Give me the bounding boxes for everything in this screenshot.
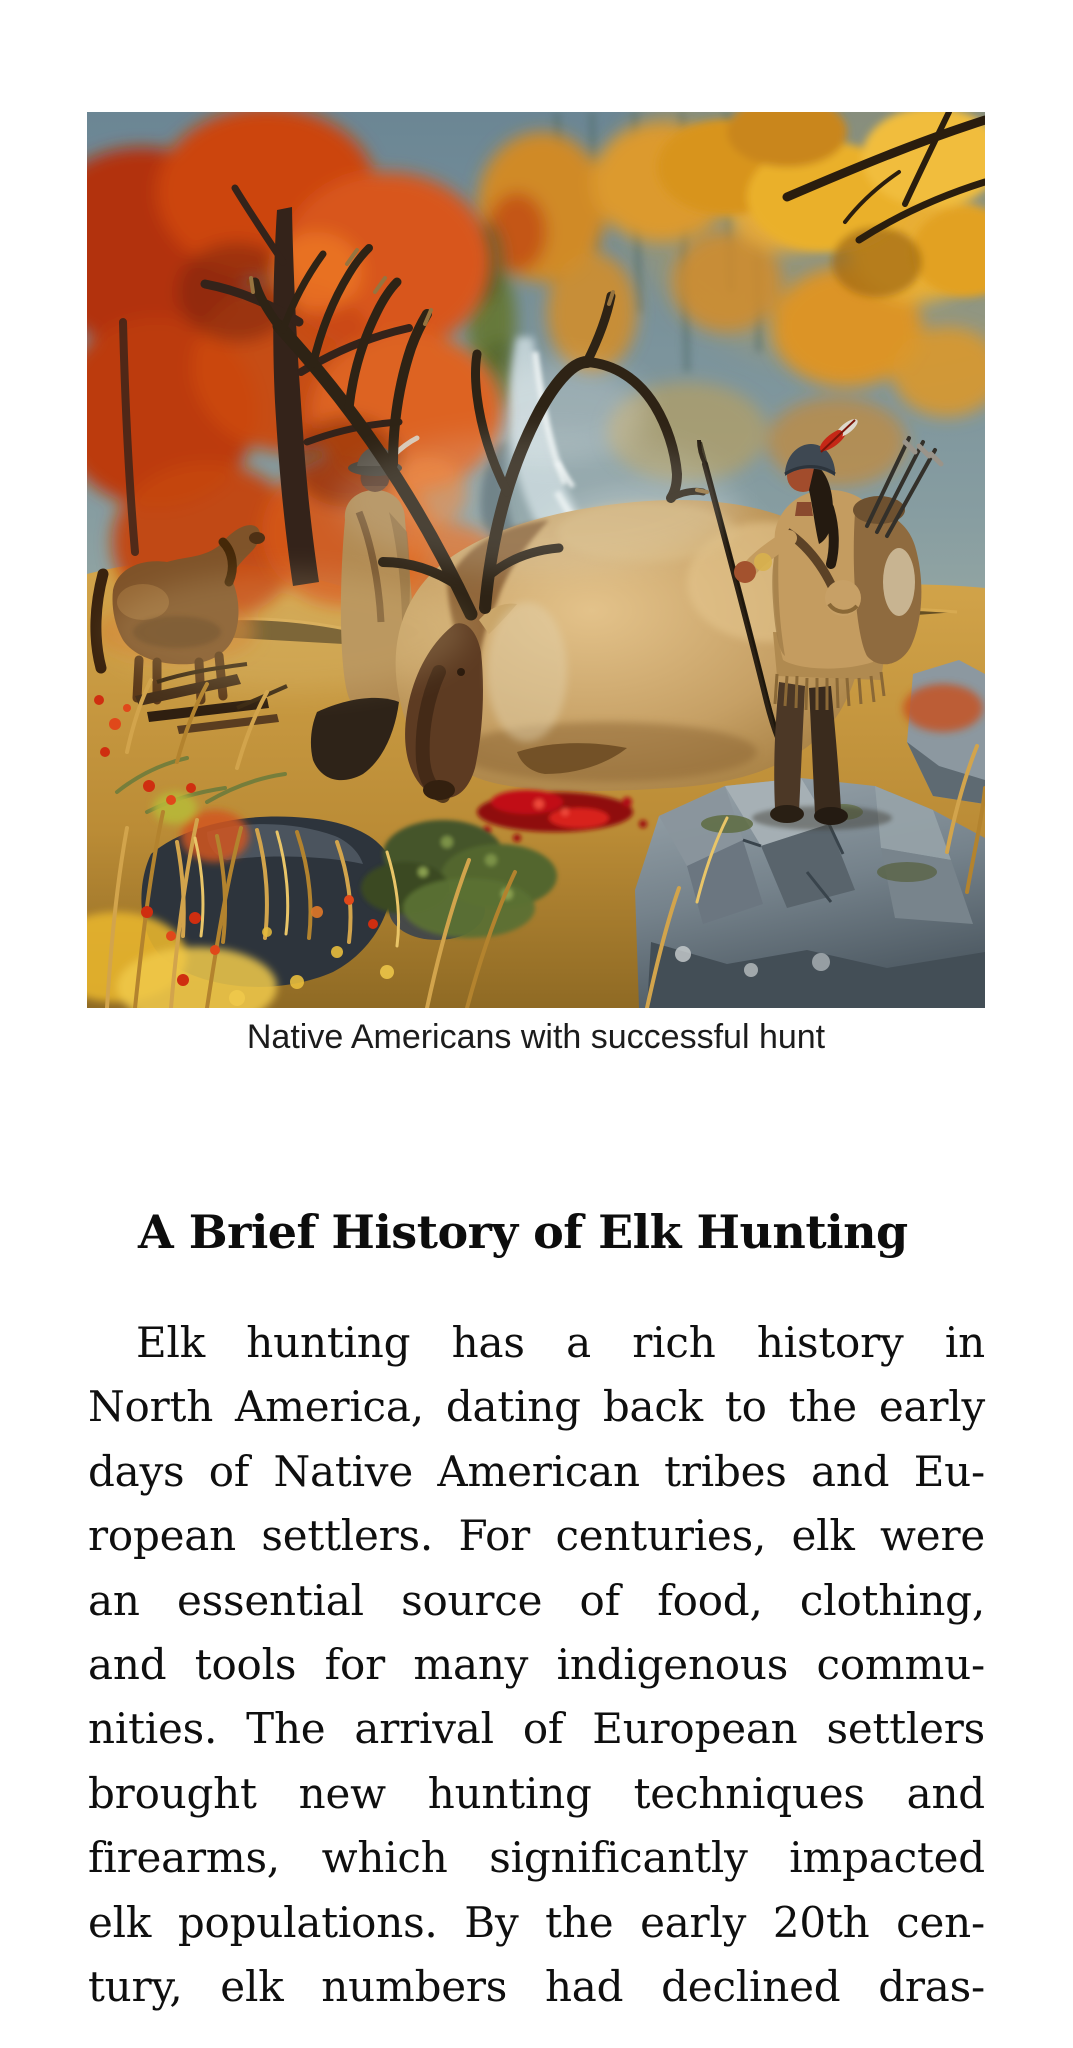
paragraph-line: nities. The arrival of European settlers [88,1704,985,1754]
paragraph-line: and tools for many indigenous commu- [88,1639,985,1689]
paragraph-line: an essential source of food, clothing, [88,1575,985,1625]
paragraph-line: brought new hunting techniques and [88,1768,985,1818]
hunt-illustration[interactable] [87,112,985,1008]
paragraph [88,1311,985,2019]
paragraph-line: tury, elk numbers had declined dras- [88,1961,985,2011]
section-heading: A Brief History of Elk Hunting [138,1205,908,1259]
hand [734,561,756,583]
figure-caption: Native Americans with successful hunt [246,1018,826,1056]
paragraph-line: North America, dating back to the early [88,1382,985,1432]
paragraph-line: days of Native American tribes and Eu- [88,1446,985,1496]
paragraph-line: ropean settlers. For centuries, elk were [88,1511,985,1561]
paragraph-line: firearms, which significantly impacted [88,1833,985,1883]
paragraph-line: elk populations. By the early 20th cen- [88,1897,985,1947]
paragraph-line: Elk hunting has a rich history in [136,1318,985,1367]
